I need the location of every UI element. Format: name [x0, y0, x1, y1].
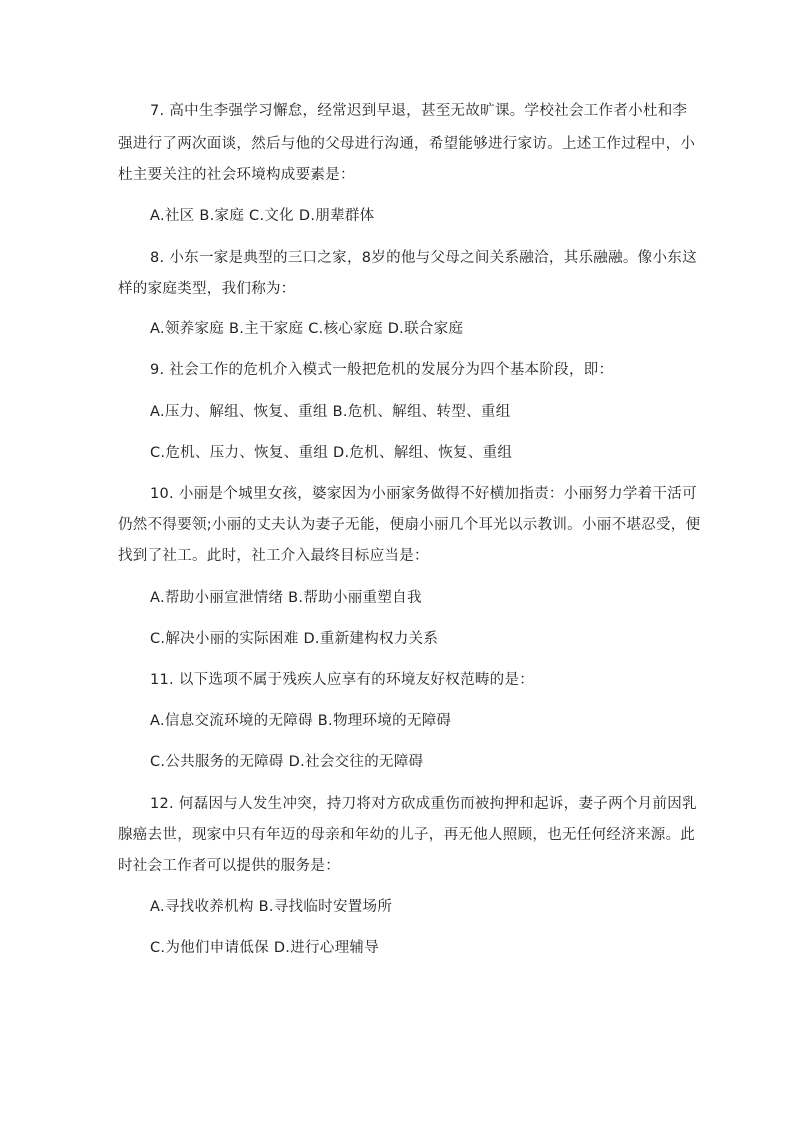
answer-options: C.解决小丽的实际困难 D.重新建构权力关系 — [150, 631, 439, 647]
question-text-line: 11. 以下选项不属于残疾人应享有的环境友好权范畴的是： — [150, 672, 535, 688]
question-text-line: 时社会工作者可以提供的服务是： — [118, 858, 340, 874]
answer-options: A.社区 B.家庭 C.文化 D.朋辈群体 — [150, 208, 375, 224]
question-text-line: 12. 何磊因与人发生冲突，持刀将对方砍成重伤而被拘押和起诉，妻子两个月前因乳 — [150, 796, 697, 812]
question-text-line: 腺癌去世，现家中只有年迈的母亲和年幼的儿子，再无他人照顾，也无任何经济来源。此 — [118, 827, 696, 843]
answer-options: A.领养家庭 B.主干家庭 C.核心家庭 D.联合家庭 — [150, 321, 464, 337]
answer-options: A.压力、解组、恢复、重组 B.危机、解组、转型、重组 — [150, 404, 511, 420]
question-text-line: 强进行了两次面谈，然后与他的父母进行沟通，希望能够进行家访。上述工作过程中，小 — [118, 136, 696, 152]
question-text-line: 杜主要关注的社会环境构成要素是： — [118, 167, 355, 183]
question-text-line: 样的家庭类型，我们称为： — [118, 281, 296, 297]
question-text-line: 仍然不得要领;小丽的丈夫认为妻子无能，便扇小丽几个耳光以示教训。小丽不堪忍受，便 — [118, 517, 701, 533]
question-text-line: 7. 高中生李强学习懈怠，经常迟到早退，甚至无故旷课。学校社会工作者小杜和李 — [150, 103, 688, 119]
answer-options: A.寻找收养机构 B.寻找临时安置场所 — [150, 899, 393, 915]
answer-options: A.信息交流环境的无障碍 B.物理环境的无障碍 — [150, 713, 452, 729]
question-text-line: 8. 小东一家是典型的三口之家，8岁的他与父母之间关系融洽，其乐融融。像小东这 — [150, 250, 697, 266]
answer-options: A.帮助小丽宣泄情绪 B.帮助小丽重塑自我 — [150, 590, 422, 606]
question-text-line: 9. 社会工作的危机介入模式一般把危机的发展分为四个基本阶段，即： — [150, 362, 614, 378]
question-text-line: 10. 小丽是个城里女孩，婆家因为小丽家务做得不好横加指责：小丽努力学着干活可 — [150, 486, 697, 502]
answer-options: C.危机、压力、恢复、重组 D.危机、解组、恢复、重组 — [150, 445, 513, 461]
question-text-line: 找到了社工。此时，社工介入最终目标应当是： — [118, 548, 429, 564]
answer-options: C.为他们申请低保 D.进行心理辅导 — [150, 940, 380, 956]
answer-options: C.公共服务的无障碍 D.社会交往的无障碍 — [150, 754, 424, 770]
